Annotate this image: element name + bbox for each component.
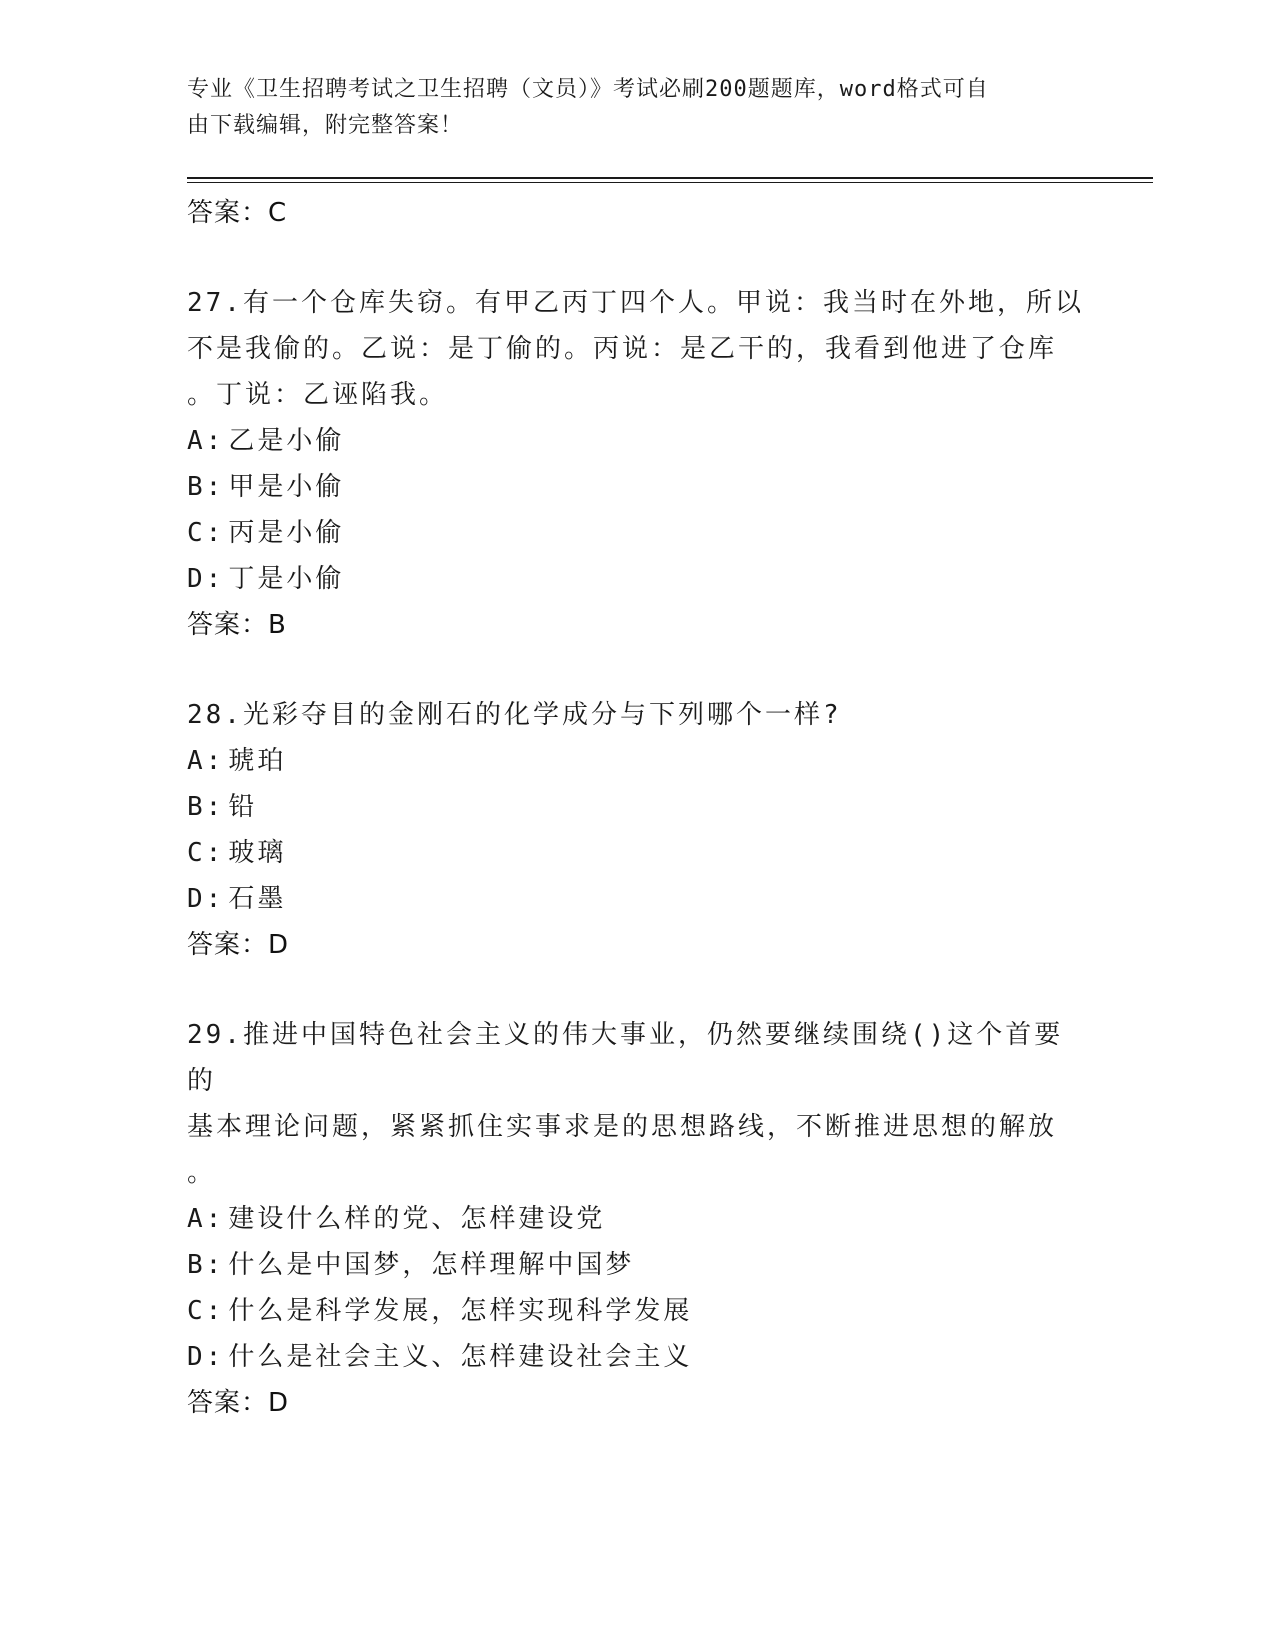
option-letter: B: (187, 1250, 225, 1280)
option-letter: A: (187, 1204, 225, 1234)
header-divider-thin (187, 182, 1153, 183)
option-letter: C: (187, 838, 225, 868)
option-a (187, 1196, 1087, 1242)
option-letter: A: (187, 746, 225, 776)
answer-line: 答案：D (187, 930, 290, 960)
header-divider-thick (187, 177, 1153, 179)
option-letter: D: (187, 884, 225, 914)
option-c (187, 830, 1087, 876)
question-stem: 29.推进中国特色社会主义的伟大事业，仍然要继续围绕()这个首要的 (187, 1020, 1064, 1096)
option-text: 建设什么样的党、怎样建设党 (228, 1204, 606, 1234)
option-c (187, 510, 1087, 556)
option-text: 石墨 (228, 884, 287, 914)
option-letter: B: (187, 792, 225, 822)
option-a (187, 738, 1087, 784)
option-text: 甲是小偷 (228, 472, 345, 502)
option-text: 什么是社会主义、怎样建设社会主义 (228, 1342, 693, 1372)
option-letter: A: (187, 426, 225, 456)
option-text: 铅 (228, 792, 258, 822)
question-stem: 27.有一个仓库失窃。有甲乙丙丁四个人。甲说：我当时在外地，所以 (187, 288, 1084, 318)
question-29 (187, 1012, 1087, 1426)
option-d (187, 876, 1087, 922)
document-body (187, 190, 1087, 1426)
option-d (187, 556, 1087, 602)
option-b (187, 464, 1087, 510)
question-27 (187, 280, 1087, 648)
question-stem: 28.光彩夺目的金刚石的化学成分与下列哪个一样? (187, 700, 842, 730)
option-text: 丙是小偷 (228, 518, 345, 548)
option-text: 什么是中国梦，怎样理解中国梦 (228, 1250, 635, 1280)
option-letter: D: (187, 564, 225, 594)
question-stem: 。丁说：乙诬陷我。 (187, 380, 449, 410)
question-stem: 基本理论问题，紧紧抓住实事求是的思想路线，不断推进思想的解放 (187, 1112, 1058, 1142)
option-letter: C: (187, 518, 225, 548)
page-header (187, 72, 1077, 144)
option-text: 什么是科学发展，怎样实现科学发展 (228, 1296, 693, 1326)
answer-line: 答案：C (187, 198, 288, 228)
header-line-1: 专业《卫生招聘考试之卫生招聘（文员）》考试必刷200题题库，word格式可自 (187, 77, 989, 102)
question-28 (187, 692, 1087, 968)
option-b (187, 1242, 1087, 1288)
option-text: 琥珀 (228, 746, 287, 776)
option-c (187, 1288, 1087, 1334)
option-text: 玻璃 (228, 838, 287, 868)
option-a (187, 418, 1087, 464)
header-line-2: 由下载编辑，附完整答案！ (187, 113, 464, 138)
answer-line: 答案：D (187, 1388, 290, 1418)
option-text: 丁是小偷 (228, 564, 345, 594)
option-letter: B: (187, 472, 225, 502)
answer-line: 答案：B (187, 610, 287, 640)
option-letter: C: (187, 1296, 225, 1326)
option-b (187, 784, 1087, 830)
option-d (187, 1334, 1087, 1380)
question-stem: 。 (187, 1158, 217, 1188)
option-text: 乙是小偷 (228, 426, 345, 456)
option-letter: D: (187, 1342, 225, 1372)
question-stem: 不是我偷的。乙说：是丁偷的。丙说：是乙干的，我看到他进了仓库 (187, 334, 1058, 364)
